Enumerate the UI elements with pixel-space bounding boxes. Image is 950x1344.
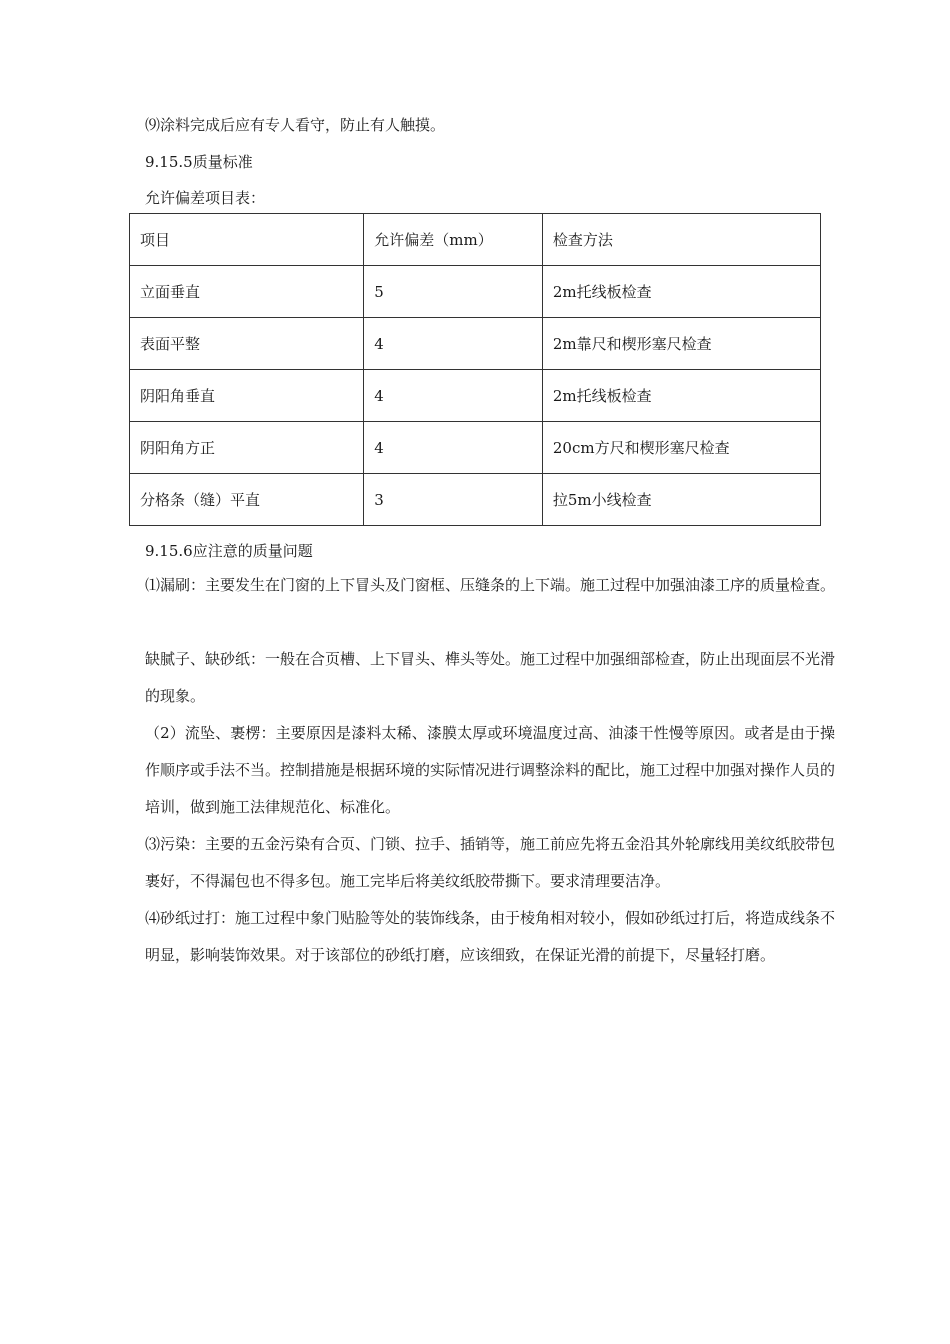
cell-deviation: 4	[364, 422, 543, 474]
cell-item: 分格条（缝）平直	[130, 474, 364, 526]
section-heading-quality-standard: 9.15.5质量标准	[145, 153, 253, 171]
table-row	[130, 474, 821, 526]
table-caption: 允许偏差项目表：	[145, 189, 266, 207]
section-heading-quality-issues: 9.15.6应注意的质量问题	[145, 542, 313, 560]
paragraph-sagging: （2）流坠、裹楞：主要原因是漆料太稀、漆膜太厚或环境温度过高、油漆干性慢等原因。或者是由于操作顺序或手法不当。控制措施是根据环境的实际情况进行调整涂料的配比，施工过程中加强对操作人员的培训，做到施工法律规范化、标准化。	[145, 724, 836, 816]
cell-item: 阴阳角垂直	[130, 370, 364, 422]
cell-deviation: 4	[364, 370, 543, 422]
cell-method: 20cm方尺和楔形塞尺检查	[542, 422, 820, 474]
cell-item: 立面垂直	[130, 266, 364, 318]
header-item: 项目	[130, 214, 364, 266]
header-deviation: 允许偏差（mm）	[364, 214, 543, 266]
cell-method: 2m托线板检查	[542, 266, 820, 318]
cell-deviation: 5	[364, 266, 543, 318]
header-method: 检查方法	[542, 214, 820, 266]
cell-deviation: 3	[364, 474, 543, 526]
note-item-9: ⑼涂料完成后应有专人看守，防止有人触摸。	[145, 116, 446, 134]
table-row	[130, 318, 821, 370]
table-row	[130, 266, 821, 318]
cell-method: 2m靠尺和楔形塞尺检查	[542, 318, 820, 370]
cell-deviation: 4	[364, 318, 543, 370]
cell-method: 拉5m小线检查	[542, 474, 820, 526]
paragraph-missed-brushing: ⑴漏刷：主要发生在门窗的上下冒头及门窗框、压缝条的上下端。施工过程中加强油漆工序的质量检查。	[145, 576, 836, 594]
table-header-row	[130, 214, 821, 266]
cell-item: 阴阳角方正	[130, 422, 364, 474]
table-row	[130, 422, 821, 474]
paragraph-contamination: ⑶污染：主要的五金污染有合页、门锁、拉手、插销等，施工前应先将五金沿其外轮廓线用美纹纸胶带包裹好，不得漏包也不得多包。施工完毕后将美纹纸胶带撕下。要求清理要洁净。	[145, 835, 836, 890]
allowed-deviation-table	[129, 213, 821, 526]
table-row	[130, 370, 821, 422]
cell-item: 表面平整	[130, 318, 364, 370]
paragraph-over-sanding: ⑷砂纸过打：施工过程中象门贴脸等处的装饰线条，由于棱角相对较小，假如砂纸过打后，将造成线条不明显，影响装饰效果。对于该部位的砂纸打磨，应该细致，在保证光滑的前提下，尽量轻打磨。	[145, 909, 836, 964]
paragraph-missing-putty: 缺腻子、缺砂纸：一般在合页槽、上下冒头、榫头等处。施工过程中加强细部检查，防止出现面层不光滑的现象。	[145, 650, 836, 705]
cell-method: 2m托线板检查	[542, 370, 820, 422]
